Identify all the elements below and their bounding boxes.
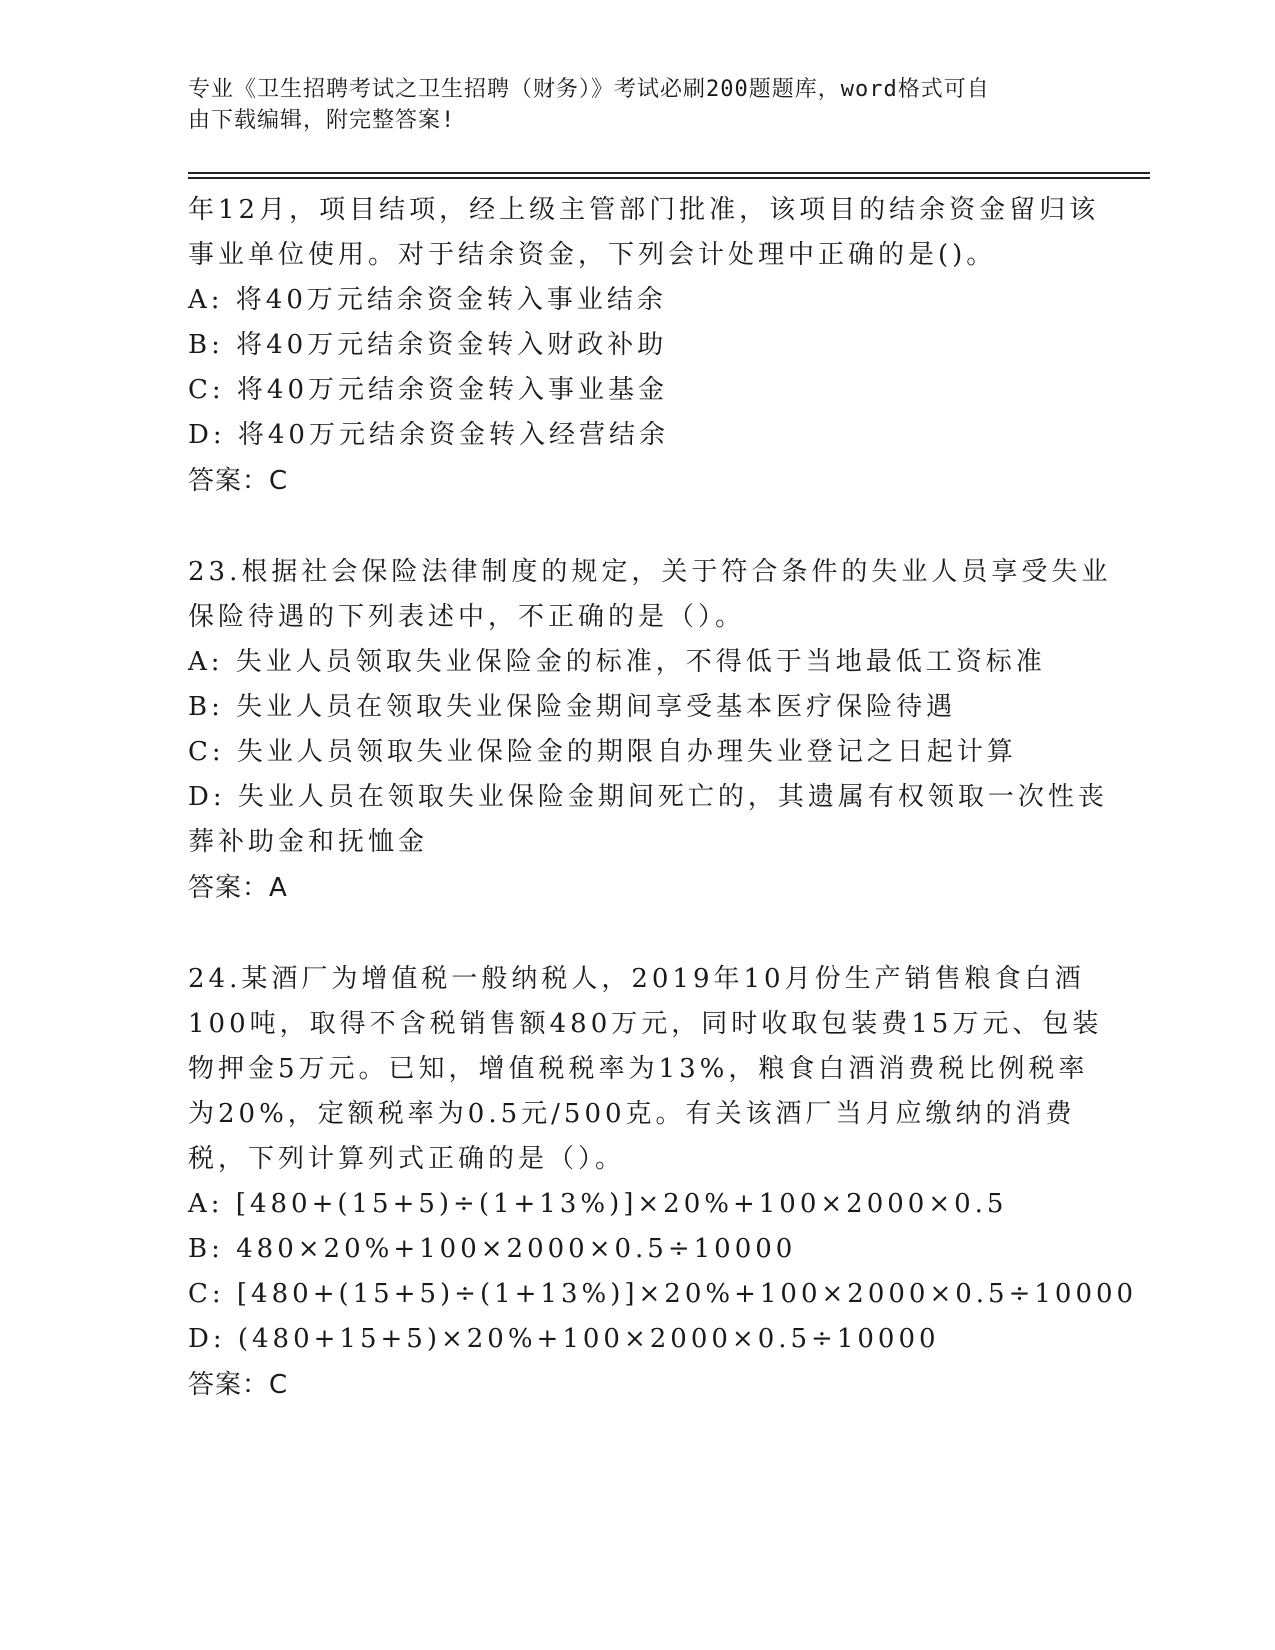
spacer — [188, 504, 1088, 550]
option-d: D: 失业人员在领取失业保险金期间死亡的，其遗属有权领取一次性丧 — [188, 782, 1108, 812]
header-title-line-1: 专业《卫生招聘考试之卫生招聘（财务）》考试必刷200题题库，word格式可自 — [188, 77, 990, 102]
option-b: B: 将40万元结余资金转入财政补助 — [188, 330, 668, 360]
header-divider-top — [188, 172, 1150, 174]
answer-line: 答案：C — [188, 1370, 289, 1400]
question-23 — [188, 550, 1112, 911]
question-stem-line: 事业单位使用。对于结余资金，下列会计处理中正确的是()。 — [188, 240, 997, 270]
option-a: A: 将40万元结余资金转入事业结余 — [188, 285, 667, 315]
question-24 — [188, 957, 1138, 1408]
option-c: C: 将40万元结余资金转入事业基金 — [188, 375, 669, 405]
answer-line: 答案：A — [188, 873, 288, 903]
question-list — [188, 188, 1138, 1408]
question-stem-line: 保险待遇的下列表述中，不正确的是（）。 — [188, 602, 746, 632]
document-header — [188, 74, 1068, 136]
question-stem-line: 为20%，定额税率为0.5元/500克。有关该酒厂当月应缴纳的消费 — [188, 1099, 1076, 1129]
option-a: A: [480+(15+5)÷(1+13%)]×20%+100×2000×0.5 — [188, 1189, 1008, 1219]
option-d-continuation: 葬补助金和抚恤金 — [188, 827, 429, 857]
option-b: B: 失业人员在领取失业保险金期间享受基本医疗保险待遇 — [188, 692, 957, 722]
spacer — [188, 911, 1088, 957]
option-b: B: 480×20%+100×2000×0.5÷10000 — [188, 1234, 797, 1264]
header-divider-bottom — [188, 177, 1150, 179]
question-stem-line: 100吨，取得不含税销售额480万元，同时收取包装费15万元、包装 — [188, 1009, 1103, 1039]
question-stem-line: 23.根据社会保险法律制度的规定，关于符合条件的失业人员享受失业 — [188, 557, 1112, 587]
question-stem-line: 物押金5万元。已知，增值税税率为13%，粮食白酒消费税比例税率 — [188, 1054, 1089, 1084]
option-a: A: 失业人员领取失业保险金的标准，不得低于当地最低工资标准 — [188, 647, 1046, 677]
option-d: D: 将40万元结余资金转入经营结余 — [188, 420, 669, 450]
question-stem-line: 24.某酒厂为增值税一般纳税人，2019年10月份生产销售粮食白酒 — [188, 964, 1085, 994]
option-d: D: (480+15+5)×20%+100×2000×0.5÷10000 — [188, 1324, 940, 1354]
option-c: C: [480+(15+5)÷(1+13%)]×20%+100×2000×0.5÷10000 — [188, 1279, 1138, 1309]
question-22 — [188, 188, 1100, 504]
question-stem-line: 年12月，项目结项，经上级主管部门批准，该项目的结余资金留归该 — [188, 195, 1100, 225]
question-stem-line: 税，下列计算列式正确的是（）。 — [188, 1144, 626, 1174]
option-c: C: 失业人员领取失业保险金的期限自办理失业登记之日起计算 — [188, 737, 1017, 767]
answer-line: 答案：C — [188, 466, 289, 496]
header-title-line-2: 由下载编辑，附完整答案! — [188, 108, 456, 133]
